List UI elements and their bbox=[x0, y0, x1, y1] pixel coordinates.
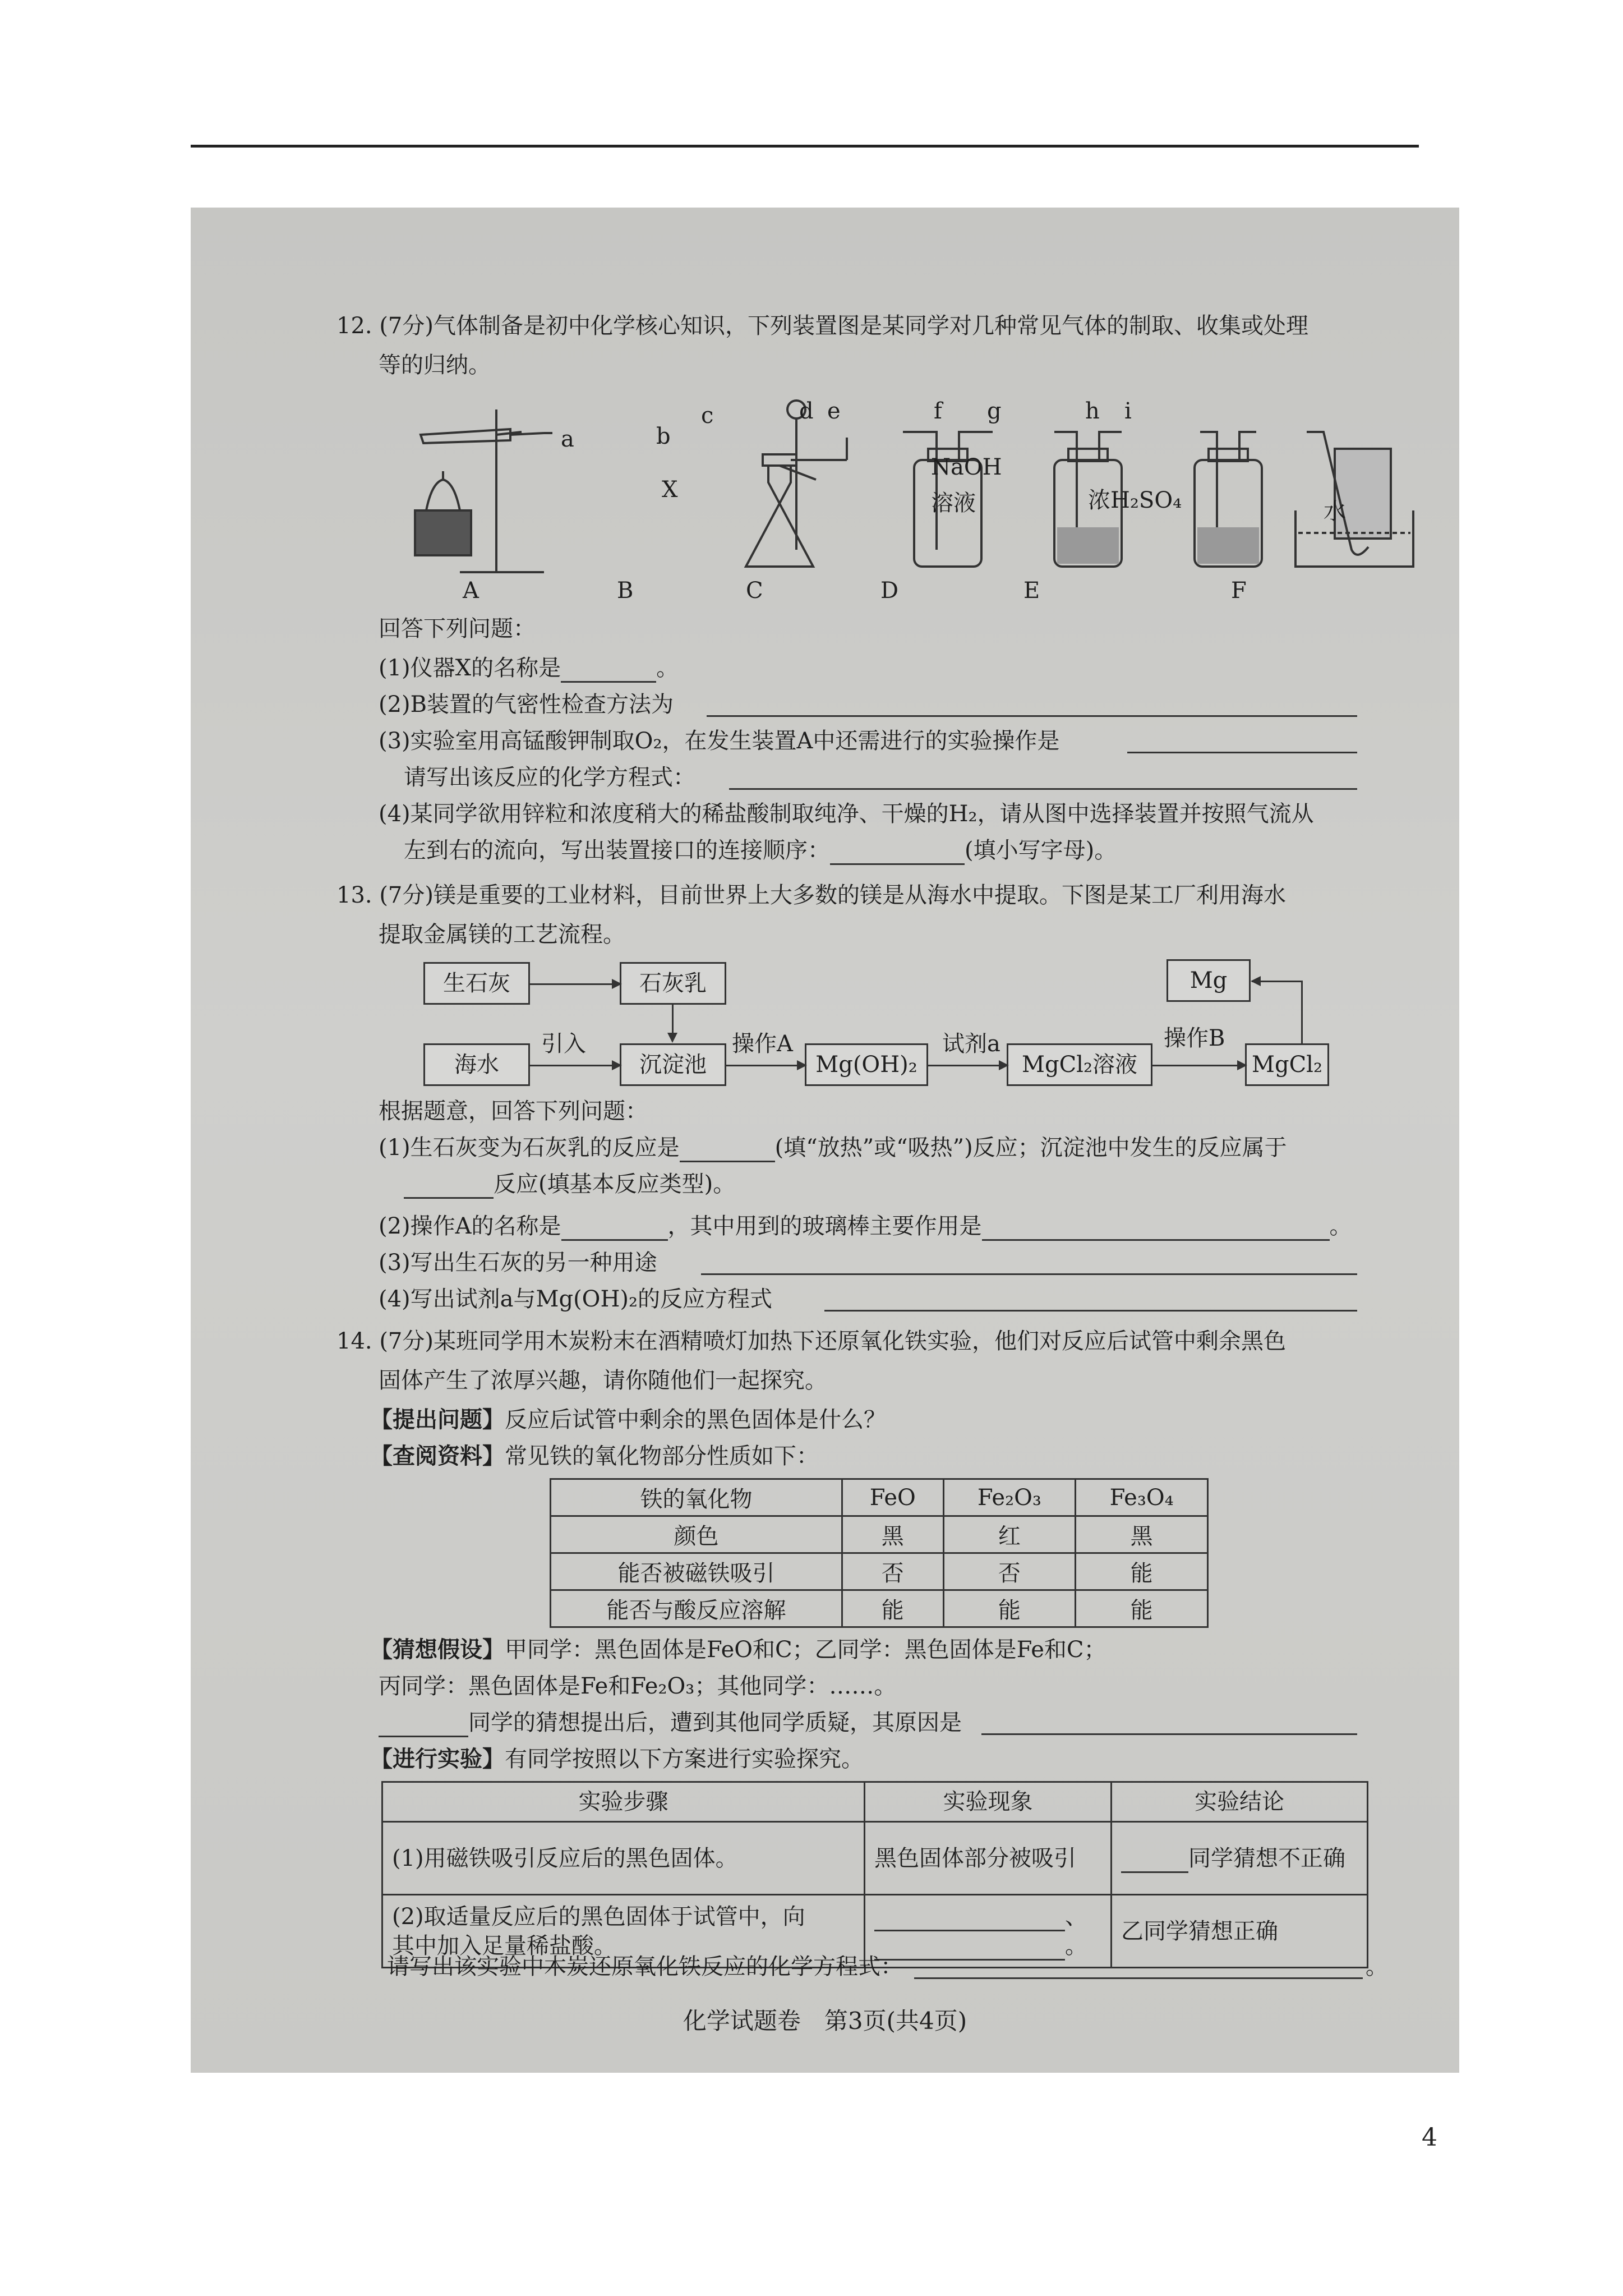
q13-part4-blank bbox=[824, 1310, 1357, 1312]
flow-mgcl2: MgCl₂ bbox=[1245, 1043, 1329, 1086]
q12-part2-blank bbox=[707, 715, 1357, 717]
props-cell: 能 bbox=[842, 1590, 944, 1627]
q12-part3b-blank bbox=[729, 788, 1357, 790]
props-cell: 能 bbox=[943, 1590, 1076, 1627]
flow-arrow-1 bbox=[530, 983, 620, 985]
exp-conclusion-2: 乙同学猜想正确 bbox=[1112, 1895, 1368, 1968]
exam-footer: 化学试题卷 第3页(共4页) bbox=[683, 2007, 967, 2035]
q13-part4: (4)写出试剂a与Mg(OH)₂的反应方程式 bbox=[379, 1286, 772, 1312]
flow-return-arrowhead bbox=[1251, 976, 1261, 986]
flow-seawater: 海水 bbox=[423, 1043, 530, 1086]
label-c: c bbox=[701, 403, 714, 429]
label-a: a bbox=[561, 426, 574, 452]
q12-part4b: 左到右的流向，写出装置接口的连接顺序： (填小写字母)。 bbox=[404, 836, 1117, 865]
experiment-table bbox=[381, 1781, 1368, 1968]
q14-stem-line1: 14. (7分)某班同学用木炭粉末在酒精喷灯加热下还原氧化铁实验，他们对反应后试管中剩余黑色 bbox=[336, 1328, 1286, 1354]
q14-hypothesis-3-blank bbox=[981, 1733, 1357, 1735]
label-h2so4: 浓H₂SO₄ bbox=[1088, 487, 1182, 513]
q14-hypothesis-2: 丙同学：黑色固体是Fe和Fe₂O₃；其他同学：……。 bbox=[379, 1673, 897, 1699]
q12-part3a: (3)实验室用高锰酸钾制取O₂，在发生装置A中还需进行的实验操作是 bbox=[379, 728, 1060, 754]
exp-header-conclusion: 实验结论 bbox=[1112, 1782, 1368, 1822]
q14-final-period: 。 bbox=[1366, 1954, 1388, 1980]
label-b: b bbox=[656, 424, 671, 449]
label-D: D bbox=[880, 578, 899, 604]
props-row-color: 颜色 bbox=[551, 1516, 842, 1553]
props-cell: 能 bbox=[1076, 1553, 1208, 1590]
q12-part3b: 请写出该反应的化学方程式： bbox=[404, 765, 695, 790]
q14-hypothesis-1: 【猜想假设】甲同学：黑色固体是FeO和C；乙同学：黑色固体是Fe和C； bbox=[370, 1636, 1106, 1663]
flow-arrow-down bbox=[672, 1005, 674, 1041]
flow-tank: 沉淀池 bbox=[620, 1043, 726, 1086]
label-h: h bbox=[1085, 398, 1100, 424]
label-water: 水 bbox=[1324, 499, 1346, 524]
q12-stem-line2: 等的归纳。 bbox=[379, 352, 491, 378]
q14-hypothesis-3: 同学的猜想提出后，遭到其他同学质疑，其原因是 bbox=[379, 1708, 962, 1737]
q13-intro: 根据题意，回答下列问题： bbox=[379, 1098, 648, 1124]
label-e: e bbox=[827, 398, 841, 424]
label-g: g bbox=[987, 398, 1002, 424]
q13-stem-line1: 13. (7分)镁是重要的工业材料，目前世界上大多数的镁是从海水中提取。下图是某工厂利用海水 bbox=[336, 882, 1286, 908]
top-rule bbox=[191, 145, 1419, 148]
label-C: C bbox=[746, 578, 763, 604]
exp-result-1: 黑色固体部分被吸引 bbox=[865, 1822, 1112, 1895]
q13-part2: (2)操作A的名称是 ，其中用到的玻璃棒主要作用是 。 bbox=[379, 1212, 1352, 1241]
exp-step-2: (2)取适量反应后的黑色固体于试管中，向 其中加入足量稀盐酸。 bbox=[382, 1895, 865, 1968]
exp-header-phenomenon: 实验现象 bbox=[865, 1782, 1112, 1822]
flow-quicklime: 生石灰 bbox=[423, 962, 530, 1005]
q12-stem-line1: 12. (7分)气体制备是初中化学核心知识，下列装置图是某同学对几种常见气体的制取、收集或处理 bbox=[336, 313, 1308, 339]
flow-mg: Mg bbox=[1166, 959, 1251, 1002]
label-x: X bbox=[662, 477, 678, 503]
label-f: f bbox=[934, 398, 942, 424]
q12-answer-intro: 回答下列问题： bbox=[379, 616, 536, 642]
props-cell: 黑 bbox=[842, 1516, 944, 1553]
q14-reference: 【查阅资料】常见铁的氧化物部分性质如下： bbox=[370, 1443, 819, 1469]
q14-final-blank bbox=[914, 1977, 1363, 1979]
flow-mgoh: Mg(OH)₂ bbox=[805, 1043, 928, 1086]
q12-part1: (1)仪器X的名称是 。 bbox=[379, 654, 679, 683]
props-cell: 能 bbox=[1076, 1590, 1208, 1627]
page-number: 4 bbox=[1422, 2123, 1437, 2152]
flow-limemilk: 石灰乳 bbox=[620, 962, 726, 1005]
flow-intro-label: 引入 bbox=[541, 1031, 586, 1057]
q13-part3: (3)写出生石灰的另一种用途 bbox=[379, 1250, 657, 1276]
label-d: d bbox=[799, 398, 814, 424]
props-cell: 否 bbox=[943, 1553, 1076, 1590]
q13-part1c: 反应(填基本反应类型)。 bbox=[404, 1170, 735, 1199]
props-row-acid: 能否与酸反应溶解 bbox=[551, 1590, 842, 1627]
q14-experiment: 【进行实验】有同学按照以下方案进行实验探究。 bbox=[370, 1746, 864, 1772]
props-header-feo: FeO bbox=[842, 1479, 944, 1516]
props-header-name: 铁的氧化物 bbox=[551, 1479, 842, 1516]
exp-conclusion-1: 同学猜想不正确 bbox=[1112, 1822, 1368, 1895]
label-solution: 溶液 bbox=[931, 490, 976, 516]
apparatus-diagram bbox=[404, 381, 1424, 617]
exam-photo bbox=[191, 208, 1459, 2073]
label-A: A bbox=[463, 578, 479, 604]
props-cell: 红 bbox=[943, 1516, 1076, 1553]
label-F: F bbox=[1231, 578, 1247, 604]
exp-result-2: 、 。 bbox=[865, 1895, 1112, 1968]
props-cell: 否 bbox=[842, 1553, 944, 1590]
q13-stem-line2: 提取金属镁的工艺流程。 bbox=[379, 922, 625, 947]
q14-stem-line2: 固体产生了浓厚兴趣，请你随他们一起探究。 bbox=[379, 1368, 827, 1393]
props-row-magnet: 能否被磁铁吸引 bbox=[551, 1553, 842, 1590]
iron-oxide-table bbox=[550, 1478, 1209, 1628]
label-B: B bbox=[617, 578, 634, 604]
flow-arrow-5 bbox=[1152, 1065, 1245, 1066]
exp-header-steps: 实验步骤 bbox=[382, 1782, 865, 1822]
flow-opA-label: 操作A bbox=[732, 1031, 793, 1057]
q14-question: 【提出问题】反应后试管中剩余的黑色固体是什么？ bbox=[370, 1406, 886, 1433]
flow-reagent-label: 试剂a bbox=[942, 1031, 1000, 1057]
flow-arrow-2 bbox=[530, 1065, 620, 1066]
label-i: i bbox=[1124, 398, 1132, 424]
flow-return-vertical bbox=[1301, 981, 1303, 1043]
q12-part3a-blank bbox=[1127, 752, 1357, 753]
q13-part3-blank bbox=[701, 1273, 1357, 1275]
label-E: E bbox=[1023, 578, 1040, 604]
q12-part2: (2)B装置的气密性检查方法为 bbox=[379, 692, 674, 717]
q14-final-question: 请写出该实验中木炭还原氧化铁反应的化学方程式： bbox=[387, 1954, 903, 1980]
props-cell: 黑 bbox=[1076, 1516, 1208, 1553]
q12-part4a: (4)某同学欲用锌粒和浓度稍大的稀盐酸制取纯净、干燥的H₂，请从图中选择装置并按照气流从 bbox=[379, 801, 1314, 827]
label-naoh: NaOH bbox=[931, 454, 1002, 480]
flow-arrow-4 bbox=[928, 1065, 1007, 1066]
q13-part1a: (1)生石灰变为石灰乳的反应是 (填“放热”或“吸热”)反应；沉淀池中发生的反应属于 bbox=[379, 1133, 1287, 1162]
flow-opB-label: 操作B bbox=[1164, 1025, 1225, 1051]
props-header-fe3o4: Fe₃O₄ bbox=[1076, 1479, 1208, 1516]
flow-mgcl2-solution: MgCl₂溶液 bbox=[1007, 1043, 1152, 1086]
props-header-fe2o3: Fe₂O₃ bbox=[943, 1479, 1076, 1516]
flow-arrow-3 bbox=[726, 1065, 805, 1066]
exp-step-1: (1)用磁铁吸引反应后的黑色固体。 bbox=[382, 1822, 865, 1895]
